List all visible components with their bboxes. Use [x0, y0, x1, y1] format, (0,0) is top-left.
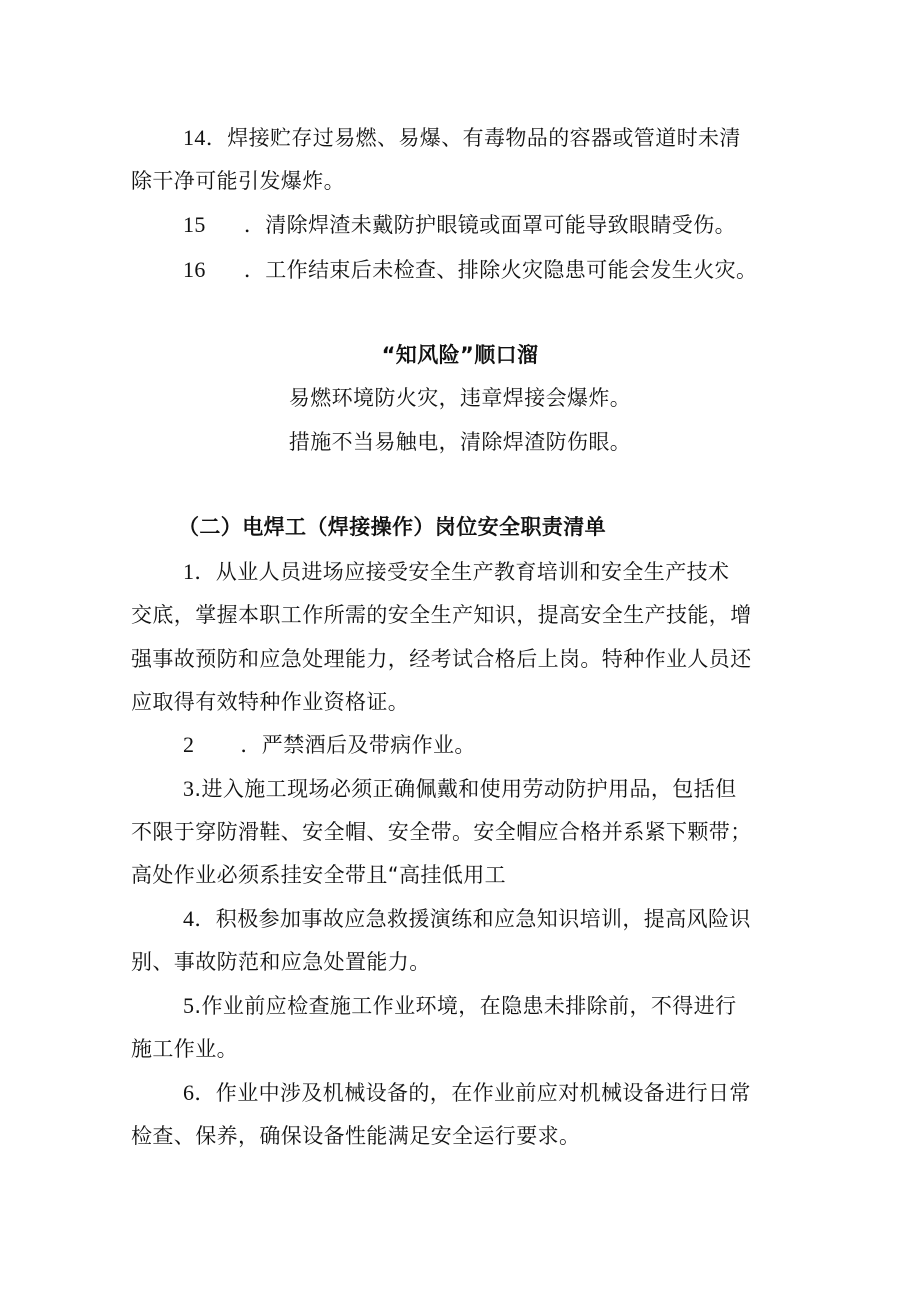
duty-number: 5 [183, 993, 195, 1018]
duty-item-2 [183, 731, 476, 759]
duty-item-1-line-3: 强事故预防和应急处理能力，经考试合格后上岗。特种作业人员还 [131, 647, 752, 671]
duty-item-5 [183, 992, 736, 1020]
duty-item-3-line-3: 高处作业必须系挂安全带且“高挂低用工 [131, 863, 507, 887]
duty-text: .进入施工现场必须正确佩戴和使用劳动防护用品，包括但 [194, 777, 737, 801]
rhyme-line-2: 措施不当易触电，清除焊渣防伤眼。 [288, 430, 632, 454]
duty-item-1 [183, 558, 729, 586]
duty-text: ．积极参加事故应急救援演练和应急知识培训，提高风险识 [194, 907, 751, 931]
risk-item-15 [183, 211, 736, 239]
section-title: （二）电焊工（焊接操作）岗位安全职责清单 [178, 515, 606, 539]
duty-item-1-line-4: 应取得有效特种作业资格证。 [131, 690, 410, 714]
rhyme-line-1: 易燃环境防火灾，违章焊接会爆炸。 [288, 386, 632, 410]
duty-item-4-line-2: 别、事故防范和应急处置能力。 [131, 950, 431, 974]
duty-item-5-line-2: 施工作业。 [131, 1037, 238, 1061]
duty-text: ．作业中涉及机械设备的，在作业前应对机械设备进行日常 [194, 1081, 751, 1105]
risk-item-16 [183, 256, 757, 284]
risk-item-14-continuation: 除干净可能引发爆炸。 [131, 169, 345, 193]
duty-number: 3 [183, 776, 195, 801]
duty-number: 1 [183, 559, 195, 584]
rhyme-title: “知风险”顺口溜 [381, 343, 539, 367]
duty-item-6 [183, 1079, 751, 1107]
risk-number: 15 [183, 212, 206, 237]
duty-text: ．严禁酒后及带病作业。 [240, 733, 476, 757]
risk-text: ．工作结束后未检查、排除火灾隐患可能会发生火灾。 [243, 258, 758, 282]
duty-number: 6 [183, 1080, 195, 1105]
risk-text: ．焊接贮存过易燃、易爆、有毒物品的容器或管道时未清 [205, 126, 741, 150]
duty-text: .作业前应检查施工作业环境，在隐患未排除前，不得进行 [194, 994, 737, 1018]
duty-item-3 [183, 775, 736, 803]
duty-item-6-line-2: 检查、保养，确保设备性能满足安全运行要求。 [131, 1124, 581, 1148]
duty-item-1-line-2: 交底，掌握本职工作所需的安全生产知识，提高安全生产技能，增 [131, 603, 752, 627]
duty-number: 2 [183, 732, 195, 757]
duty-text: ．从业人员进场应接受安全生产教育培训和安全生产技术 [194, 560, 730, 584]
risk-item-14 [183, 124, 741, 152]
duty-number: 4 [183, 906, 195, 931]
duty-item-4 [183, 905, 751, 933]
risk-number: 16 [183, 257, 206, 282]
duty-item-3-line-2: 不限于穿防滑鞋、安全帽、安全带。安全帽应合格并系紧下颗带； [131, 820, 752, 844]
risk-number: 14 [183, 125, 206, 150]
risk-text: ．清除焊渣未戴防护眼镜或面罩可能导致眼睛受伤。 [243, 213, 737, 237]
